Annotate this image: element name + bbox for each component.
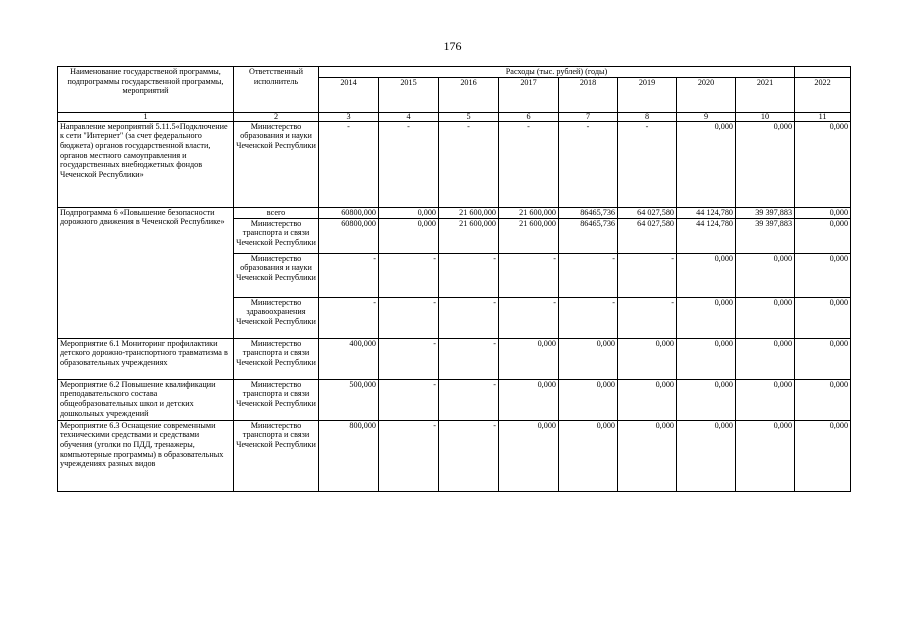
header-name: Наименование государственой программы, подпрограммы государственной программы, мероприятий — [58, 67, 234, 113]
row-value: - — [499, 121, 559, 207]
row-value: 0,000 — [795, 297, 851, 338]
row-value: 0,000 — [795, 338, 851, 379]
header-year: 2017 — [499, 77, 559, 112]
row-value: 0,000 — [677, 297, 736, 338]
row-value: - — [499, 253, 559, 297]
row-name: Мероприятие 6.2 Повышение квалификации преподавательского состава общеобразовательных школ и детских дошкольных учреждений — [58, 379, 234, 420]
row-value: 39 397,883 — [736, 207, 795, 218]
row-value: 86465,736 — [559, 218, 618, 253]
row-responsible: всего — [234, 207, 319, 218]
column-number: 6 — [499, 112, 559, 121]
header-row-top — [58, 67, 851, 78]
row-value: 0,000 — [736, 121, 795, 207]
row-value: 0,000 — [677, 253, 736, 297]
row-value: - — [618, 121, 677, 207]
row-name: Направление мероприятий 5.11.5«Подключение к сети "Интернет" (за счет федерального бюджета) органов государственной власти, органов местного самоуправления и государственных внебюджетных фондов Чеченской Республики» — [58, 121, 234, 207]
column-number: 7 — [559, 112, 618, 121]
column-number: 2 — [234, 112, 319, 121]
row-value: - — [379, 253, 439, 297]
row-value: 0,000 — [677, 420, 736, 491]
row-value: 0,000 — [736, 379, 795, 420]
row-value: 0,000 — [736, 338, 795, 379]
row-responsible: Министерство транспорта и связи Чеченской Республики — [234, 420, 319, 491]
row-value: 0,000 — [736, 420, 795, 491]
row-value: 0,000 — [499, 420, 559, 491]
row-name: Мероприятие 6.1 Мониторинг профилактики детского дорожно-транспортного травматизма в образовательных учреждениях — [58, 338, 234, 379]
row-value: - — [319, 121, 379, 207]
row-value: 0,000 — [618, 379, 677, 420]
header-year: 2019 — [618, 77, 677, 112]
row-value: - — [439, 338, 499, 379]
row-value: 0,000 — [618, 420, 677, 491]
row-value: - — [559, 121, 618, 207]
row-value: 800,000 — [319, 420, 379, 491]
row-value: - — [379, 121, 439, 207]
row-responsible: Министерство транспорта и связи Чеченской Республики — [234, 338, 319, 379]
row-value: 0,000 — [379, 218, 439, 253]
row-value: 0,000 — [736, 297, 795, 338]
row-value: - — [439, 297, 499, 338]
row-value: 44 124,780 — [677, 207, 736, 218]
row-value: - — [618, 297, 677, 338]
row-value: 21 600,000 — [439, 218, 499, 253]
row-value: 0,000 — [795, 253, 851, 297]
column-number: 3 — [319, 112, 379, 121]
row-value: 64 027,580 — [618, 218, 677, 253]
row-responsible: Министерство здравоохранения Чеченской Республики — [234, 297, 319, 338]
row-value: 21 600,000 — [439, 207, 499, 218]
column-numbers-row — [58, 112, 851, 121]
row-value: - — [439, 379, 499, 420]
row-value: - — [559, 253, 618, 297]
row-responsible: Министерство образования и науки Чеченской Республики — [234, 253, 319, 297]
row-value: - — [319, 253, 379, 297]
header-expenses-blank — [795, 67, 851, 78]
row-value: 0,000 — [677, 121, 736, 207]
column-number: 8 — [618, 112, 677, 121]
row-value: 0,000 — [795, 207, 851, 218]
row-value: 0,000 — [559, 420, 618, 491]
row-value: 0,000 — [677, 338, 736, 379]
row-value: - — [439, 121, 499, 207]
row-value: 0,000 — [499, 379, 559, 420]
row-value: - — [499, 297, 559, 338]
table-row — [58, 207, 851, 218]
header-year: 2021 — [736, 77, 795, 112]
row-value: 44 124,780 — [677, 218, 736, 253]
row-value: 0,000 — [795, 218, 851, 253]
column-number: 11 — [795, 112, 851, 121]
row-value: 0,000 — [618, 338, 677, 379]
row-value: 0,000 — [499, 338, 559, 379]
row-name: Мероприятие 6.3 Оснащение современными техническими средствами и средствами обучения (уголки по ПДД, тренажеры, компьютерные программы) в образовательных учреждениях разных видов — [58, 420, 234, 491]
row-value: 0,000 — [795, 121, 851, 207]
row-value: - — [618, 253, 677, 297]
row-responsible: Министерство транспорта и связи Чеченской Республики — [234, 379, 319, 420]
header-year: 2014 — [319, 77, 379, 112]
header-expenses: Расходы (тыс. рублей) (годы) — [319, 67, 795, 78]
row-value: - — [439, 420, 499, 491]
row-value: 86465,736 — [559, 207, 618, 218]
row-value: 64 027,580 — [618, 207, 677, 218]
row-name: Подпрограмма 6 «Повышение безопасности дорожного движения в Чеченской Республике» — [58, 207, 234, 338]
row-value: - — [379, 338, 439, 379]
row-value: 0,000 — [736, 253, 795, 297]
row-value: 60800,000 — [319, 218, 379, 253]
row-value: - — [559, 297, 618, 338]
row-value: 39 397,883 — [736, 218, 795, 253]
table-row — [58, 338, 851, 379]
row-value: - — [379, 297, 439, 338]
header-year: 2016 — [439, 77, 499, 112]
row-responsible: Министерство транспорта и связи Чеченской Республики — [234, 218, 319, 253]
table-row — [58, 121, 851, 207]
header-year: 2022 — [795, 77, 851, 112]
row-value: 21 600,000 — [499, 218, 559, 253]
row-value: 0,000 — [677, 379, 736, 420]
page-number: 176 — [443, 39, 462, 53]
header-year: 2020 — [677, 77, 736, 112]
row-value: 0,000 — [795, 379, 851, 420]
row-value: 500,000 — [319, 379, 379, 420]
header-year: 2018 — [559, 77, 618, 112]
row-value: 400,000 — [319, 338, 379, 379]
row-value: 21 600,000 — [499, 207, 559, 218]
table-row — [58, 379, 851, 420]
row-value: - — [379, 379, 439, 420]
column-number: 1 — [58, 112, 234, 121]
column-number: 10 — [736, 112, 795, 121]
row-value: - — [379, 420, 439, 491]
row-value: - — [319, 297, 379, 338]
row-value: 0,000 — [559, 338, 618, 379]
budget-table — [57, 66, 851, 492]
header-year: 2015 — [379, 77, 439, 112]
row-value: - — [439, 253, 499, 297]
row-value: 0,000 — [559, 379, 618, 420]
row-value: 60800,000 — [319, 207, 379, 218]
header-responsible: Ответственный исполнитель — [234, 67, 319, 113]
row-value: 0,000 — [795, 420, 851, 491]
column-number: 9 — [677, 112, 736, 121]
column-number: 5 — [439, 112, 499, 121]
column-number: 4 — [379, 112, 439, 121]
table-row — [58, 420, 851, 491]
row-responsible: Министерство образования и науки Чеченской Республики — [234, 121, 319, 207]
row-value: 0,000 — [379, 207, 439, 218]
